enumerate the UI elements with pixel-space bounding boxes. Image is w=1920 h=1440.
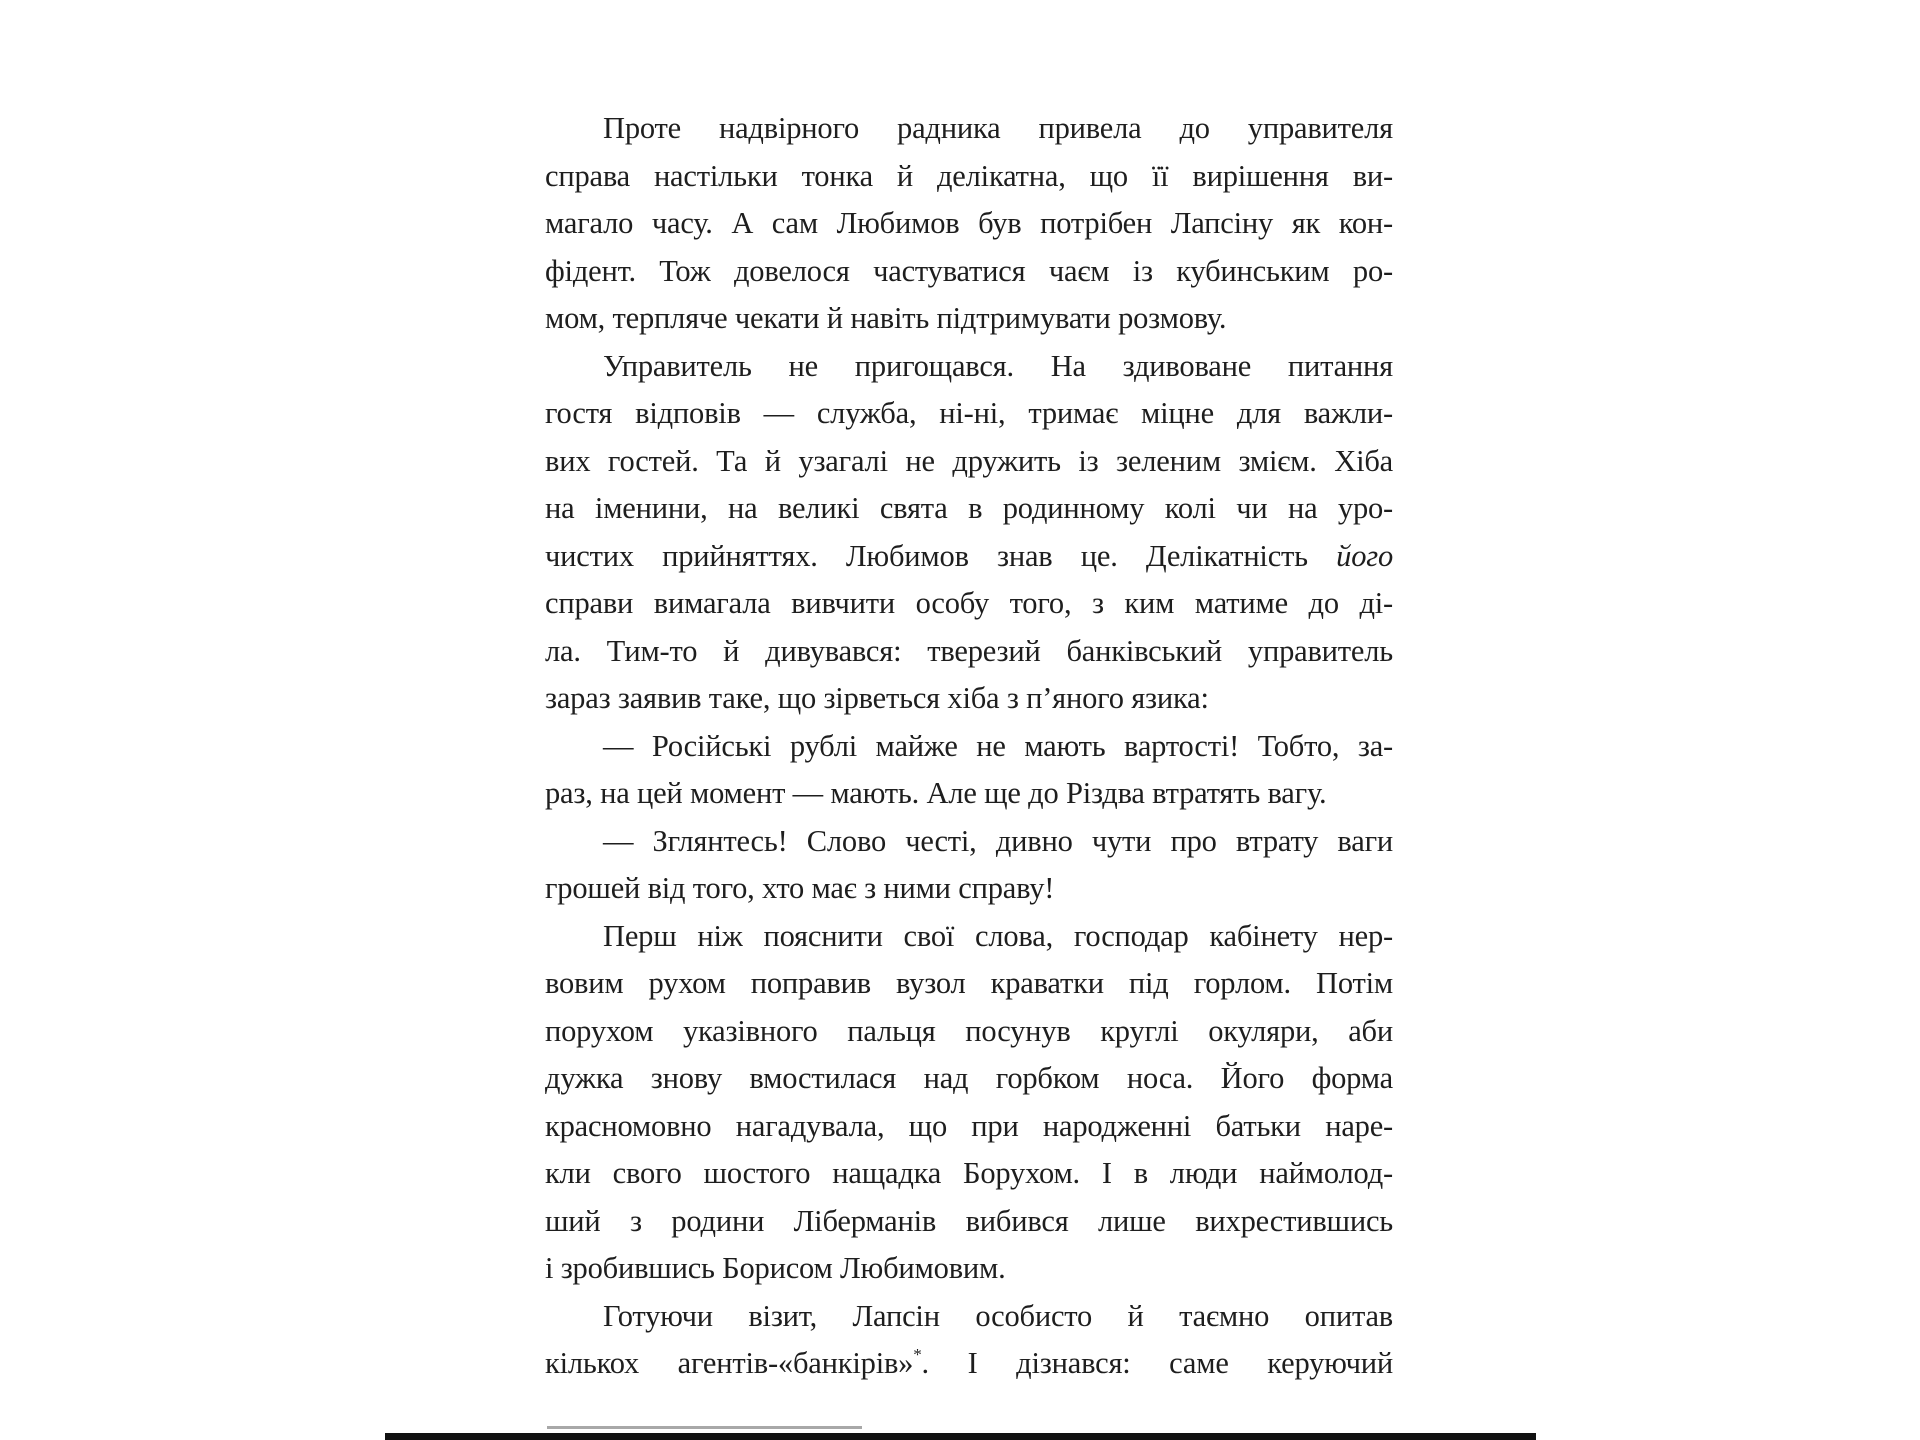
text-line: справа настільки тонка й делікатна, що її вирішення ви- bbox=[545, 158, 1393, 193]
text-line-with-footnote bbox=[545, 1343, 1393, 1383]
dialogue-line: — Російські рублі майже не мають вартості! Тобто, за- bbox=[603, 728, 1393, 763]
text-line: вовим рухом поправив вузол краватки під горлом. Потім bbox=[545, 966, 1393, 1000]
body-text bbox=[545, 0, 1393, 1400]
text-line: вих гостей. Та й узагалі не дружить із зеленим змієм. Хіба bbox=[545, 443, 1393, 478]
dialogue-line: — Зглянтесь! Слово честі, дивно чути про втрату ваги bbox=[603, 823, 1393, 858]
text-line: Готуючи візит, Лапсін особисто й таємно опитав bbox=[603, 1298, 1393, 1333]
text-segment: . І дізнався: саме керуючий bbox=[921, 1346, 1393, 1380]
footnote-separator bbox=[547, 1426, 862, 1429]
text-line: мом, терпляче чекати й навіть підтримувати розмову. bbox=[545, 301, 1227, 335]
page-bottom-edge bbox=[385, 1433, 1536, 1440]
text-line: Проте надвірного радника привела до управителя bbox=[603, 111, 1393, 145]
text-line-with-italic bbox=[545, 536, 1393, 576]
text-line: порухом указівного пальця посунув круглі окуляри, аби bbox=[545, 1013, 1393, 1048]
text-line: гостя відповів — служба, ні-ні, тримає міцне для важли- bbox=[545, 396, 1393, 430]
text-line: ла. Тим-то й дивувався: тверезий банківський управитель bbox=[545, 633, 1393, 668]
italic-word: його bbox=[1336, 538, 1393, 573]
text-line: Управитель не пригощався. На здивоване питання bbox=[603, 348, 1393, 383]
text-line: кли свого шостого нащадка Борухом. І в люди наймолод- bbox=[545, 1156, 1393, 1190]
text-line: магало часу. А сам Любимов був потрібен Лапсіну як кон- bbox=[545, 206, 1393, 240]
footnote-mark[interactable]: * bbox=[913, 1344, 922, 1364]
text-line: дужка знову вмостилася над горбком носа. Його форма bbox=[545, 1061, 1393, 1095]
text-line: красномовно нагадувала, що при народженні батьки наре- bbox=[545, 1108, 1393, 1143]
text-line: фідент. Тож довелося частуватися чаєм із кубинським ро- bbox=[545, 253, 1393, 288]
dialogue-line: грошей від того, хто має з ними справу! bbox=[545, 871, 1055, 905]
text-line: ший з родини Ліберманів вибився лише вихрестившись bbox=[545, 1203, 1393, 1238]
text-line: на іменини, на великі свята в родинному колі чи на уро- bbox=[545, 491, 1393, 525]
text-line: справи вимагала вивчити особу того, з ким матиме до ді- bbox=[545, 586, 1393, 620]
text-line: зараз заявив таке, що зірветься хіба з п’яного язика: bbox=[545, 681, 1209, 715]
text-segment: чистих прийняттях. Любимов знав це. Делікатність bbox=[545, 538, 1308, 573]
text-line: і зробившись Борисом Любимовим. bbox=[545, 1251, 1006, 1285]
dialogue-line: раз, на цей момент — мають. Але ще до Різдва втратять вагу. bbox=[545, 776, 1327, 810]
text-line: Перш ніж пояснити свої слова, господар кабінету нер- bbox=[603, 918, 1393, 953]
text-segment: кількох агентів-«банкірів» bbox=[545, 1346, 914, 1380]
